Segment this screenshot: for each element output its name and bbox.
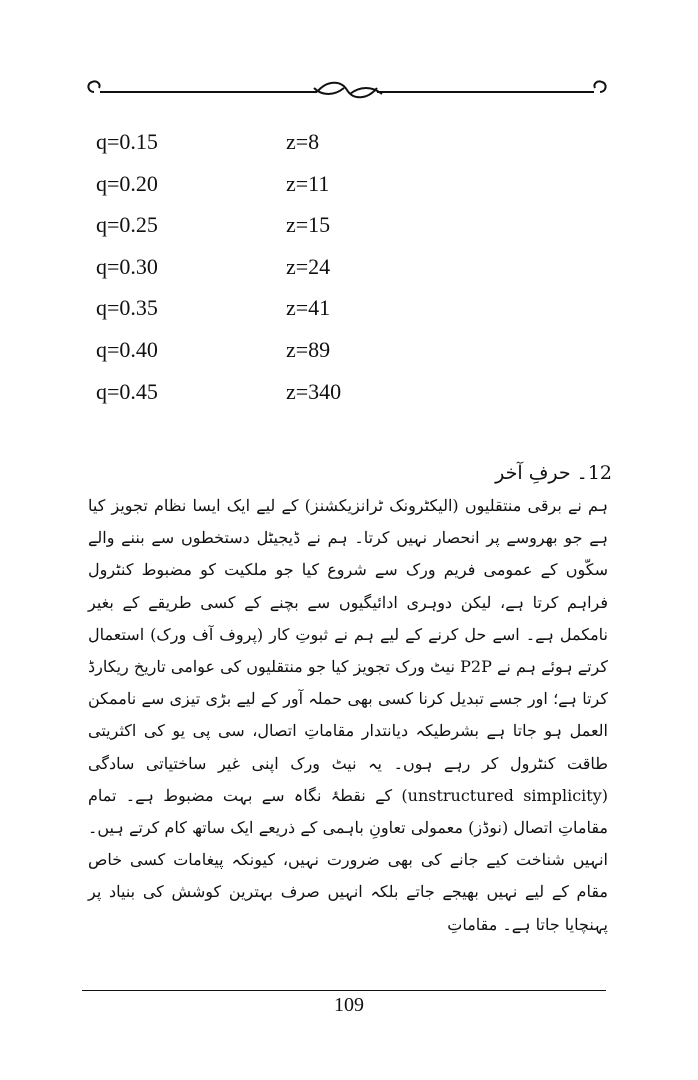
q-value: q=0.20 [96,170,158,196]
table-row [96,334,496,376]
table-row [96,376,496,418]
q-value: q=0.30 [96,253,158,279]
table-row [96,168,496,210]
z-value: z=15 [286,212,331,238]
body-paragraph: ہم نے برقی منتقلیوں (الیکٹرونک ٹرانزیکشنز) کے لیے ایک ایسا نظام تجویز کیا ہے جو بھروسے پر انحصار نہیں کرتا۔ ہم نے ڈیجیٹل دستخطوں سے بننے والے سکّوں کے عمومی فریم ورک سے شروع کیا جو ملکیت کو مضبوط کنٹرول فراہم کرتا ہے، لیکن دوہری ادائیگیوں سے بچنے کے کسی طریقے کے بغیر نامکمل ہے۔ اسے حل کرنے کے لیے ہم نے ثبوتِ کار (پروف آف ورک) استعمال کرتے ہوئے ہم نے P2P نیٹ ورک تجویز کیا جو منتقلیوں کی عوامی تاریخ ریکارڈ کرتا ہے؛ اور جسے تبدیل کرنا کسی بھی حملہ آور کے لیے بڑی تیزی سے ناممکن العمل ہو جاتا ہے بشرطیکہ دیانتدار مقاماتِ اتصال، سی پی یو کی اکثریتی طاقت کنٹرول کر رہے ہوں۔ یہ نیٹ ورک اپنی غیر ساختیاتی سادگی (unstructured simplicity) کے نقطۂ نگاہ سے بہت مضبوط ہے۔ تمام مقاماتِ اتصال (نوڈز) معمولی تعاونِ باہمی کے ذریعے ایک ساتھ کام کرتے ہیں۔ انہیں شناخت کیے جانے کی بھی ضرورت نہیں، کیونکہ پیغامات کسی خاص مقام کے لیے نہیں بھیجے جاتے بلکہ انہیں صرف بہترین کوشش کی بنیاد پر پہنچایا جاتا ہے۔ مقاماتِ [88,496,609,934]
z-value: z=11 [286,170,330,196]
section-body [88,490,608,941]
z-value: z=24 [286,253,331,279]
section-heading: 12۔ حرفِ آخر [495,462,612,484]
header-ornament [82,70,612,106]
q-value: q=0.25 [96,212,158,238]
table-row [96,126,496,168]
q-value: q=0.45 [96,378,158,404]
table-row [96,209,496,251]
z-value: z=8 [286,129,320,154]
z-value: z=89 [286,336,331,362]
z-value: z=340 [286,378,342,404]
table-row [96,292,496,334]
page-number: 109 [334,994,364,1016]
q-value: q=0.35 [96,295,158,321]
probability-table [96,126,496,417]
q-value: q=0.40 [96,336,158,362]
q-value: q=0.15 [96,129,158,154]
z-value: z=41 [286,295,331,321]
footer-divider [82,990,606,991]
table-row [96,251,496,293]
